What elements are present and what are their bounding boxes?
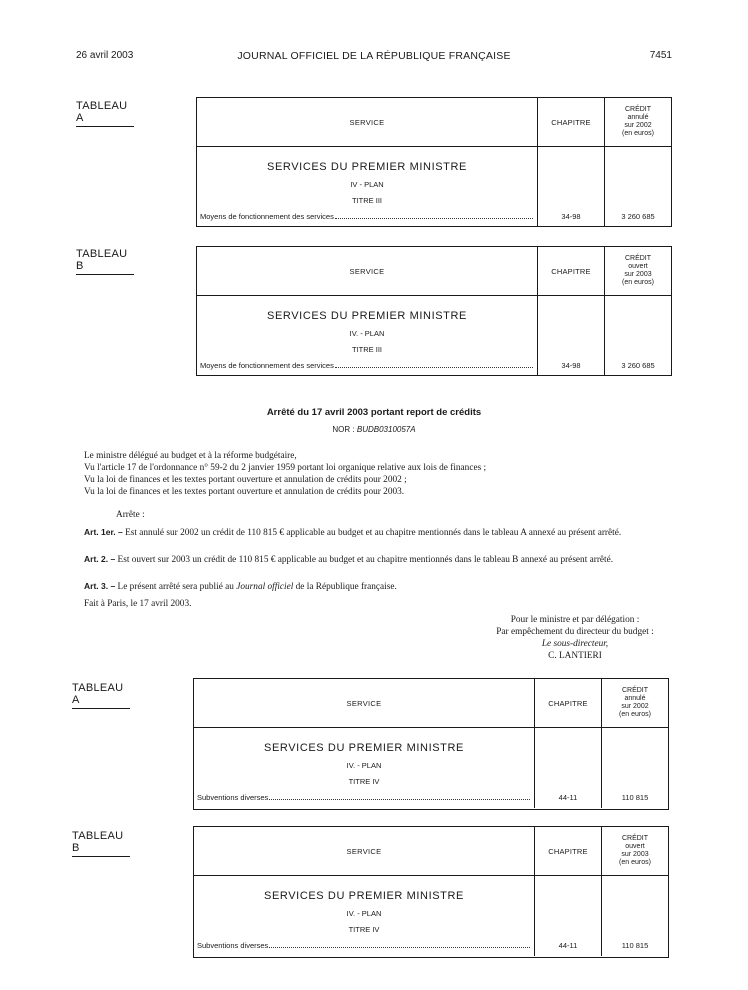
article-3-text-start: Le présent arrêté sera publié au bbox=[117, 582, 237, 592]
chapitre-value: 34-98 bbox=[561, 361, 581, 370]
signatory-role: Le sous-directeur, bbox=[541, 639, 609, 649]
credit-header-line: sur 2002 bbox=[624, 122, 652, 129]
table-label: TABLEAU B bbox=[76, 248, 134, 275]
credit-header-line: (en euros) bbox=[622, 279, 654, 286]
chapitre-value: 44-11 bbox=[558, 793, 578, 802]
article-1-label: Art. 1er. – bbox=[84, 527, 123, 537]
amount-cell bbox=[604, 296, 671, 376]
service-name: SERVICES DU PREMIER MINISTRE bbox=[264, 890, 464, 902]
article-2 bbox=[76, 553, 672, 566]
credit-header-line: CRÉDIT bbox=[621, 687, 649, 694]
arrete-word: Arrête : bbox=[116, 510, 145, 520]
service-name: SERVICES DU PREMIER MINISTRE bbox=[267, 161, 467, 173]
credit-table bbox=[193, 678, 669, 810]
service-name: SERVICES DU PREMIER MINISTRE bbox=[267, 310, 467, 322]
service-header: SERVICE bbox=[346, 846, 382, 856]
amount-value: 3 260 685 bbox=[621, 361, 655, 370]
signature-line-2: Par empêchement du directeur du budget : bbox=[496, 627, 654, 637]
journal-officiel-reference: Journal officiel bbox=[236, 582, 294, 592]
credit-table bbox=[196, 246, 672, 376]
table-label: TABLEAU A bbox=[72, 682, 130, 709]
amount-cell bbox=[604, 147, 671, 227]
line-item bbox=[200, 212, 533, 221]
credit-header-line: CRÉDIT bbox=[621, 835, 649, 842]
line-item-label: Moyens de fonctionnement des services bbox=[200, 212, 334, 221]
arrete-title: Arrêté du 17 avril 2003 portant report de crédits bbox=[266, 407, 482, 418]
section-name: IV - PLAN bbox=[350, 180, 384, 189]
amount-value: 110 815 bbox=[621, 941, 649, 950]
line-item-label: Subventions diverses bbox=[197, 941, 269, 950]
chapitre-value: 34-98 bbox=[561, 212, 581, 221]
credit-header-line: ouvert bbox=[625, 843, 645, 850]
nor-label: NOR : bbox=[332, 425, 355, 434]
done-at: Fait à Paris, le 17 avril 2003. bbox=[84, 599, 192, 609]
service-cell bbox=[194, 876, 534, 956]
intro-line: Le ministre délégué au budget et à la réforme budgétaire, bbox=[84, 451, 297, 461]
credit-header-line: sur 2003 bbox=[624, 271, 652, 278]
article-3-text-end: de la République française. bbox=[293, 582, 397, 592]
arrete-intro bbox=[84, 450, 674, 498]
service-header: SERVICE bbox=[349, 266, 385, 276]
table-body bbox=[194, 728, 668, 808]
table-body bbox=[197, 147, 671, 227]
article-3-label: Art. 3. – bbox=[84, 581, 116, 591]
nor-code: BUDB0310057A bbox=[356, 425, 416, 434]
article-3 bbox=[84, 580, 674, 593]
amount-cell bbox=[601, 876, 668, 956]
header-date: 26 avril 2003 bbox=[76, 50, 134, 61]
service-cell bbox=[197, 296, 537, 376]
titre-name: TITRE III bbox=[352, 196, 382, 205]
leader-dots bbox=[335, 367, 533, 368]
service-name: SERVICES DU PREMIER MINISTRE bbox=[264, 742, 464, 754]
chapitre-value: 44-11 bbox=[558, 941, 578, 950]
page-number: 7451 bbox=[649, 50, 672, 61]
titre-name: TITRE IV bbox=[348, 925, 380, 934]
chapitre-header: CHAPITRE bbox=[537, 247, 604, 295]
chapitre-cell bbox=[537, 147, 604, 227]
service-cell bbox=[194, 728, 534, 808]
intro-line: Vu la loi de finances et les textes portant ouverture et annulation de crédits pour 2003. bbox=[84, 487, 405, 497]
chapitre-cell bbox=[534, 876, 601, 956]
titre-name: TITRE IV bbox=[348, 777, 380, 786]
service-header: SERVICE bbox=[346, 698, 382, 708]
signature-line-1: Pour le ministre et par délégation : bbox=[510, 615, 640, 625]
chapitre-cell bbox=[534, 728, 601, 808]
credit-header bbox=[604, 247, 671, 295]
credit-table bbox=[193, 826, 669, 958]
credit-header bbox=[601, 679, 668, 727]
chapitre-header: CHAPITRE bbox=[537, 98, 604, 146]
article-2-label: Art. 2. – bbox=[84, 554, 116, 564]
credit-header-line: annulé bbox=[627, 114, 649, 121]
line-item-label: Moyens de fonctionnement des services bbox=[200, 361, 334, 370]
credit-header-line: CRÉDIT bbox=[624, 106, 652, 113]
leader-dots bbox=[269, 947, 530, 948]
signature-block bbox=[470, 614, 680, 662]
credit-header bbox=[601, 827, 668, 875]
line-item bbox=[200, 361, 533, 370]
credit-header-line: CRÉDIT bbox=[624, 255, 652, 262]
table-body bbox=[197, 296, 671, 376]
table-header bbox=[194, 827, 668, 876]
line-item bbox=[197, 941, 530, 950]
table-header bbox=[194, 679, 668, 728]
chapitre-header: CHAPITRE bbox=[534, 827, 601, 875]
table-label: TABLEAU B bbox=[72, 830, 130, 857]
credit-header-line: annulé bbox=[624, 695, 646, 702]
amount-value: 110 815 bbox=[621, 793, 649, 802]
table-body bbox=[194, 876, 668, 956]
credit-header-line: sur 2002 bbox=[621, 703, 649, 710]
table-label: TABLEAU A bbox=[76, 100, 134, 127]
credit-header-line: (en euros) bbox=[622, 130, 654, 137]
credit-header-line: sur 2003 bbox=[621, 851, 649, 858]
leader-dots bbox=[335, 218, 533, 219]
credit-header-line: ouvert bbox=[628, 263, 648, 270]
article-2-text: Est ouvert sur 2003 un crédit de 110 815 € applicable au budget et au chapitre mentionnés dans le tableau B annexé au présent arrêté. bbox=[117, 555, 614, 565]
article-1-text: Est annulé sur 2002 un crédit de 110 815 € applicable au budget et au chapitre mentionnés dans le tableau A annexé au présent arrêté. bbox=[125, 528, 622, 538]
table-header bbox=[197, 98, 671, 147]
article-1 bbox=[76, 526, 672, 539]
amount-cell bbox=[601, 728, 668, 808]
leader-dots bbox=[269, 799, 530, 800]
nor-reference bbox=[0, 425, 748, 434]
section-name: IV. - PLAN bbox=[346, 761, 382, 770]
chapitre-header: CHAPITRE bbox=[534, 679, 601, 727]
intro-line: Vu la loi de finances et les textes portant ouverture et annulation de crédits pour 2002 ; bbox=[84, 475, 407, 485]
signatory-name: C. LANTIERI bbox=[548, 651, 602, 661]
service-header: SERVICE bbox=[349, 117, 385, 127]
service-cell bbox=[197, 147, 537, 227]
section-name: IV. - PLAN bbox=[346, 909, 382, 918]
credit-table bbox=[196, 97, 672, 227]
credit-header bbox=[604, 98, 671, 146]
amount-value: 3 260 685 bbox=[621, 212, 655, 221]
credit-header-line: (en euros) bbox=[619, 859, 651, 866]
chapitre-cell bbox=[537, 296, 604, 376]
intro-line: Vu l'article 17 de l'ordonnance n° 59-2 du 2 janvier 1959 portant loi organique relative aux lois de finances ; bbox=[84, 463, 487, 473]
line-item bbox=[197, 793, 530, 802]
line-item-label: Subventions diverses bbox=[197, 793, 269, 802]
table-header bbox=[197, 247, 671, 296]
credit-header-line: (en euros) bbox=[619, 711, 651, 718]
journal-title: JOURNAL OFFICIEL DE LA RÉPUBLIQUE FRANÇAISE bbox=[237, 50, 511, 62]
section-name: IV. - PLAN bbox=[349, 329, 385, 338]
titre-name: TITRE III bbox=[352, 345, 382, 354]
